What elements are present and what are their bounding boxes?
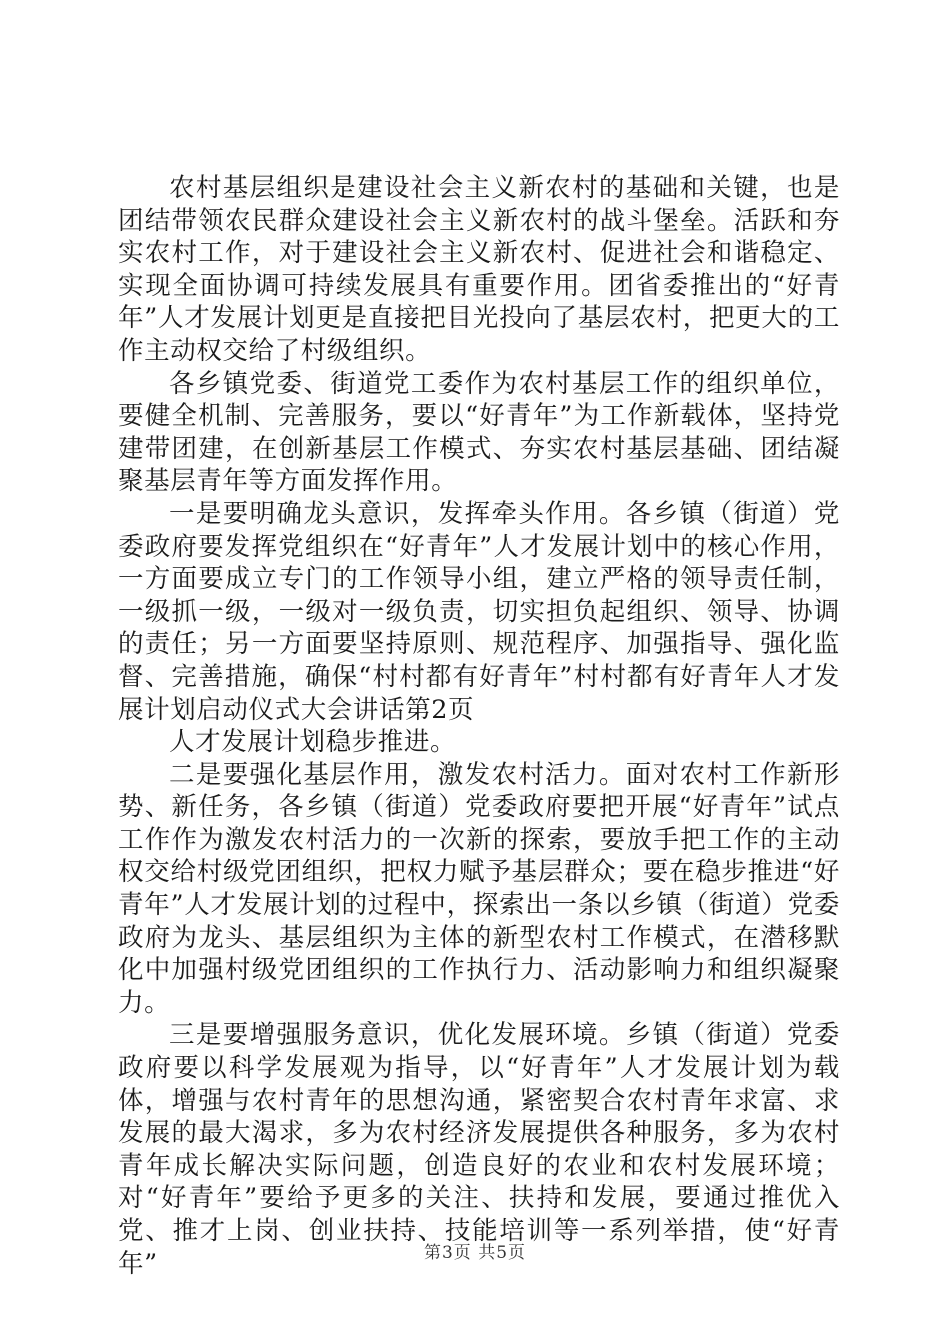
paragraph-4: 人才发展计划稳步推进。 xyxy=(169,727,457,758)
document-body xyxy=(118,172,840,1280)
paragraph-5: 二是要强化基层作用，激发农村活力。面对农村工作新形势、新任务，各乡镇（街道）党委政府要把开展“好青年”试点工作作为激发农村活力的一次新的探索，要放手把工作的主动权交给村级党团组织，把权力赋予基层群众；要在稳步推进“好青年”人才发展计划的过程中，探索出一条以乡镇（街道）党委政府为龙头、基层组织为主体的新型农村工作模式，在潜移默化中加强村级党团组织的工作执行力、活动影响力和组织凝聚力。 xyxy=(118,759,840,1018)
paragraph-3: 一是要明确龙头意识，发挥牵头作用。各乡镇（街道）党委政府要发挥党组织在“好青年”人才发展计划中的核心作用，一方面要成立专门的工作领导小组，建立严格的领导责任制，一级抓一级，一级对一级负责，切实担负起组织、领导、协调的责任；另一方面要坚持原则、规范程序、加强指导、强化监督、完善措施，确保“村村都有好青年”村村都有好青年人才发展计划启动仪式大会讲话第2页 xyxy=(118,498,840,725)
paragraph-6: 三是要增强服务意识，优化发展环境。乡镇（街道）党委政府要以科学发展观为指导，以“好青年”人才发展计划为载体，增强与农村青年的思想沟通，紧密契合农村青年求富、求发展的最大渴求，多为农村经济发展提供各种服务，多为农村青年成长解决实际问题，创造良好的农业和农村发展环境；对“好青年”要给予更多的关注、扶持和发展，要通过推优入党、推才上岗、创业扶持、技能培训等一系列举措，使“好青年” xyxy=(118,1020,840,1279)
paragraph-2: 各乡镇党委、街道党工委作为农村基层工作的组织单位，要健全机制、完善服务，要以“好青年”为工作新载体，坚持党建带团建，在创新基层工作模式、夯实农村基层基础、团结凝聚基层青年等方面发挥作用。 xyxy=(118,368,840,497)
paragraph-1: 农村基层组织是建设社会主义新农村的基础和关键，也是团结带领农民群众建设社会主义新农村的战斗堡垒。活跃和夯实农村工作，对于建设社会主义新农村、促进社会和谐稳定、实现全面协调可持续发展具有重要作用。团省委推出的“好青年”人才发展计划更是直接把目光投向了基层农村，把更大的工作主动权交给了村级组织。 xyxy=(118,173,840,366)
page-footer: 第3页 共5页 xyxy=(423,1243,527,1263)
